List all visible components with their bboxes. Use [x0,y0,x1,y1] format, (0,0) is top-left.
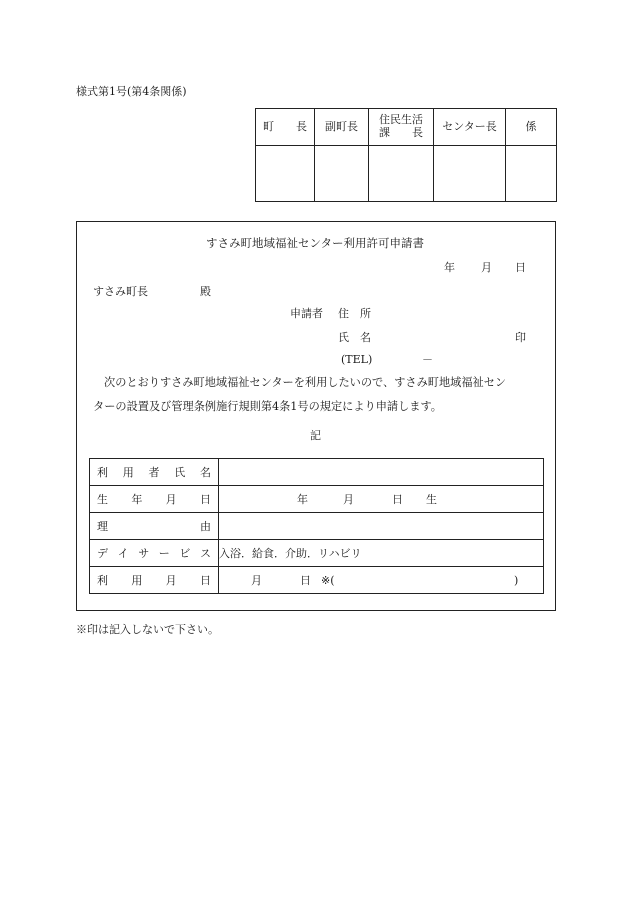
date-month-label: 月 [481,261,492,274]
applicant-tel-label: (TEL) [341,353,373,366]
stamp-cell-residents-section-chief[interactable] [369,146,434,202]
header-residents-section-chief [369,109,434,146]
value-birth-date[interactable] [219,486,544,513]
header-town-mayor: 町 長 [256,109,315,146]
header-deputy-mayor: 副町長 [315,109,369,146]
form-id: 様式第1号(第4条関係) [76,85,187,98]
detail-row-reason [90,513,544,540]
date-year-label: 年 [444,261,455,274]
form-title: すさみ町地域福祉センター利用許可申請書 [205,236,425,250]
header-center-director: センター長 [434,109,506,146]
stamp-cell-town-mayor[interactable] [256,146,315,202]
detail-row-usage-date [90,567,544,594]
honorific: 殿 [200,285,211,298]
label-user-name: 利 用 者 氏 名 [97,466,211,479]
value-user-name[interactable] [219,459,544,486]
ki-label: 記 [310,429,321,442]
birth-suffix-label: 生 [426,493,437,506]
detail-row-birth-date [90,486,544,513]
seal-mark: 印 [515,331,526,344]
date-day-label: 日 [515,261,526,274]
label-day-service: デ イ サ ー ビ ス [97,547,211,560]
header-clerk: 係 [506,109,557,146]
applicant-tel-dash: － [422,353,433,366]
applicant-address-label: 住 所 [338,307,371,320]
stamp-cell-clerk[interactable] [506,146,557,202]
usage-close-paren: ) [514,574,519,587]
detail-row-day-service [90,540,544,567]
value-reason[interactable] [219,513,544,540]
stamp-cell-center-director[interactable] [434,146,506,202]
addressee: すさみ町長 [93,285,148,298]
approval-stamp-table [255,108,557,202]
value-usage-date[interactable] [219,567,544,594]
usage-day-label: 日 [300,574,311,587]
applicant-name-label: 氏 名 [338,331,371,344]
usage-note-mark: ※( [321,574,335,587]
birth-year-label: 年 [297,493,308,506]
usage-month-label: 月 [251,574,262,587]
body-text-line1: 次のとおりすさみ町地域福祉センターを利用したいので、すさみ町地域福祉セン [104,376,507,389]
value-day-service[interactable]: 入浴．給食．介助．リハビリ [219,540,544,567]
birth-day-label: 日 [392,493,403,506]
detail-row-user-name [90,459,544,486]
label-reason: 理 由 [97,520,211,533]
stamp-cell-deputy-mayor[interactable] [315,146,369,202]
body-text-line2: ターの設置及び管理条例施行規則第4条1号の規定により申請します。 [93,400,442,413]
label-usage-date: 利 用 月 日 [97,574,211,587]
label-birth-date: 生 年 月 日 [97,493,211,506]
header-residents-line2: 課 長 [379,126,423,139]
birth-month-label: 月 [343,493,354,506]
footnote: ※印は記入しないで下さい。 [76,623,219,636]
applicant-label: 申請者 [290,307,323,320]
header-residents-line1: 住民生活 [379,113,423,127]
detail-table [89,458,544,594]
